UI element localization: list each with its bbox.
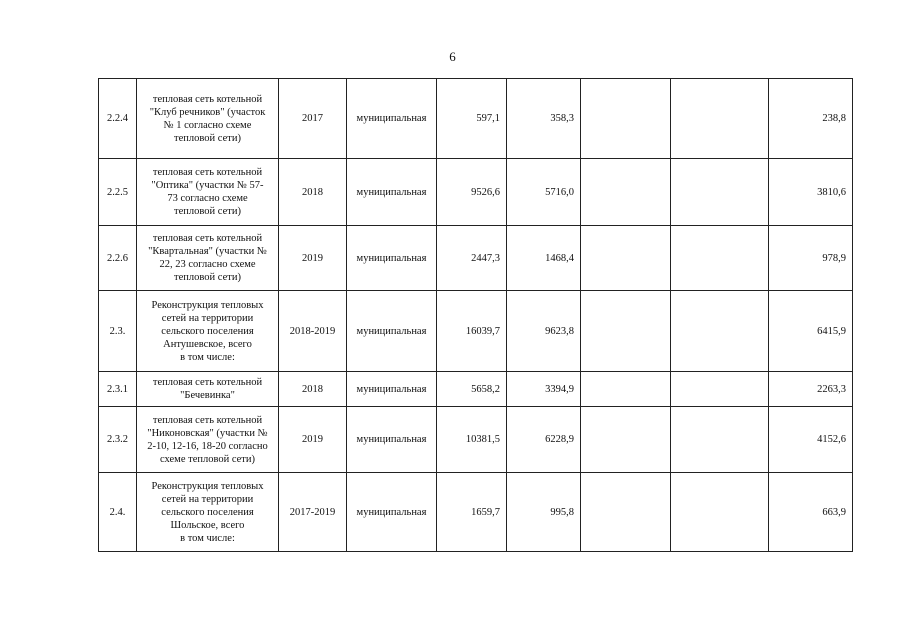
ownership-cell: муниципальная: [347, 226, 437, 291]
table-row: [99, 159, 853, 226]
description-cell: тепловая сеть котельной "Бечевинка": [137, 372, 279, 407]
item-number-cell: 2.4.: [99, 473, 137, 552]
funding-cell-2: [581, 79, 671, 159]
funding-cell-1: 1468,4: [507, 226, 581, 291]
ownership-cell: муниципальная: [347, 407, 437, 473]
year-cell: 2018: [279, 159, 347, 226]
funding-cell-4: 238,8: [769, 79, 853, 159]
description-cell: Реконструкция тепловых сетей на территории сельского поселения Антушевское, всего в том числе:: [137, 291, 279, 372]
description-cell: Реконструкция тепловых сетей на территории сельского поселения Шольское, всего в том числе:: [137, 473, 279, 552]
item-number-cell: 2.3.1: [99, 372, 137, 407]
table-row: [99, 291, 853, 372]
description-cell: тепловая сеть котельной "Квартальная" (участки № 22, 23 согласно схеме тепловой сети): [137, 226, 279, 291]
item-number-cell: 2.2.6: [99, 226, 137, 291]
year-cell: 2019: [279, 407, 347, 473]
ownership-cell: муниципальная: [347, 291, 437, 372]
funding-cell-2: [581, 372, 671, 407]
funding-cell-2: [581, 291, 671, 372]
total-cell: 10381,5: [437, 407, 507, 473]
funding-cell-1: 3394,9: [507, 372, 581, 407]
funding-cell-1: 5716,0: [507, 159, 581, 226]
year-cell: 2019: [279, 226, 347, 291]
page-number: 6: [449, 49, 456, 64]
table-row: [99, 473, 853, 552]
funding-cell-4: 4152,6: [769, 407, 853, 473]
ownership-cell: муниципальная: [347, 473, 437, 552]
item-number-cell: 2.2.5: [99, 159, 137, 226]
investment-table: [98, 78, 853, 552]
year-cell: 2017: [279, 79, 347, 159]
item-number-cell: 2.2.4: [99, 79, 137, 159]
total-cell: 1659,7: [437, 473, 507, 552]
total-cell: 2447,3: [437, 226, 507, 291]
total-cell: 9526,6: [437, 159, 507, 226]
total-cell: 5658,2: [437, 372, 507, 407]
total-cell: 597,1: [437, 79, 507, 159]
funding-cell-2: [581, 473, 671, 552]
table-row: [99, 407, 853, 473]
table-row: [99, 79, 853, 159]
funding-cell-3: [671, 407, 769, 473]
funding-cell-3: [671, 226, 769, 291]
funding-cell-1: 358,3: [507, 79, 581, 159]
year-cell: 2018-2019: [279, 291, 347, 372]
table-row: [99, 226, 853, 291]
funding-cell-3: [671, 291, 769, 372]
funding-cell-3: [671, 372, 769, 407]
funding-cell-3: [671, 79, 769, 159]
table-row: [99, 372, 853, 407]
description-cell: тепловая сеть котельной "Никоновская" (участки № 2-10, 12-16, 18-20 согласно схеме тепловой сети): [137, 407, 279, 473]
year-cell: 2017-2019: [279, 473, 347, 552]
funding-cell-4: 663,9: [769, 473, 853, 552]
funding-cell-3: [671, 473, 769, 552]
item-number-cell: 2.3.: [99, 291, 137, 372]
funding-cell-1: 6228,9: [507, 407, 581, 473]
funding-cell-4: 2263,3: [769, 372, 853, 407]
funding-cell-4: 6415,9: [769, 291, 853, 372]
ownership-cell: муниципальная: [347, 159, 437, 226]
funding-cell-4: 3810,6: [769, 159, 853, 226]
funding-cell-1: 9623,8: [507, 291, 581, 372]
description-cell: тепловая сеть котельной "Клуб речников" (участок № 1 согласно схеме тепловой сети): [137, 79, 279, 159]
total-cell: 16039,7: [437, 291, 507, 372]
year-cell: 2018: [279, 372, 347, 407]
funding-cell-2: [581, 159, 671, 226]
ownership-cell: муниципальная: [347, 79, 437, 159]
funding-cell-1: 995,8: [507, 473, 581, 552]
funding-cell-2: [581, 407, 671, 473]
funding-cell-4: 978,9: [769, 226, 853, 291]
item-number-cell: 2.3.2: [99, 407, 137, 473]
funding-cell-2: [581, 226, 671, 291]
funding-cell-3: [671, 159, 769, 226]
ownership-cell: муниципальная: [347, 372, 437, 407]
description-cell: тепловая сеть котельной "Оптика" (участки № 57- 73 согласно схеме тепловой сети): [137, 159, 279, 226]
